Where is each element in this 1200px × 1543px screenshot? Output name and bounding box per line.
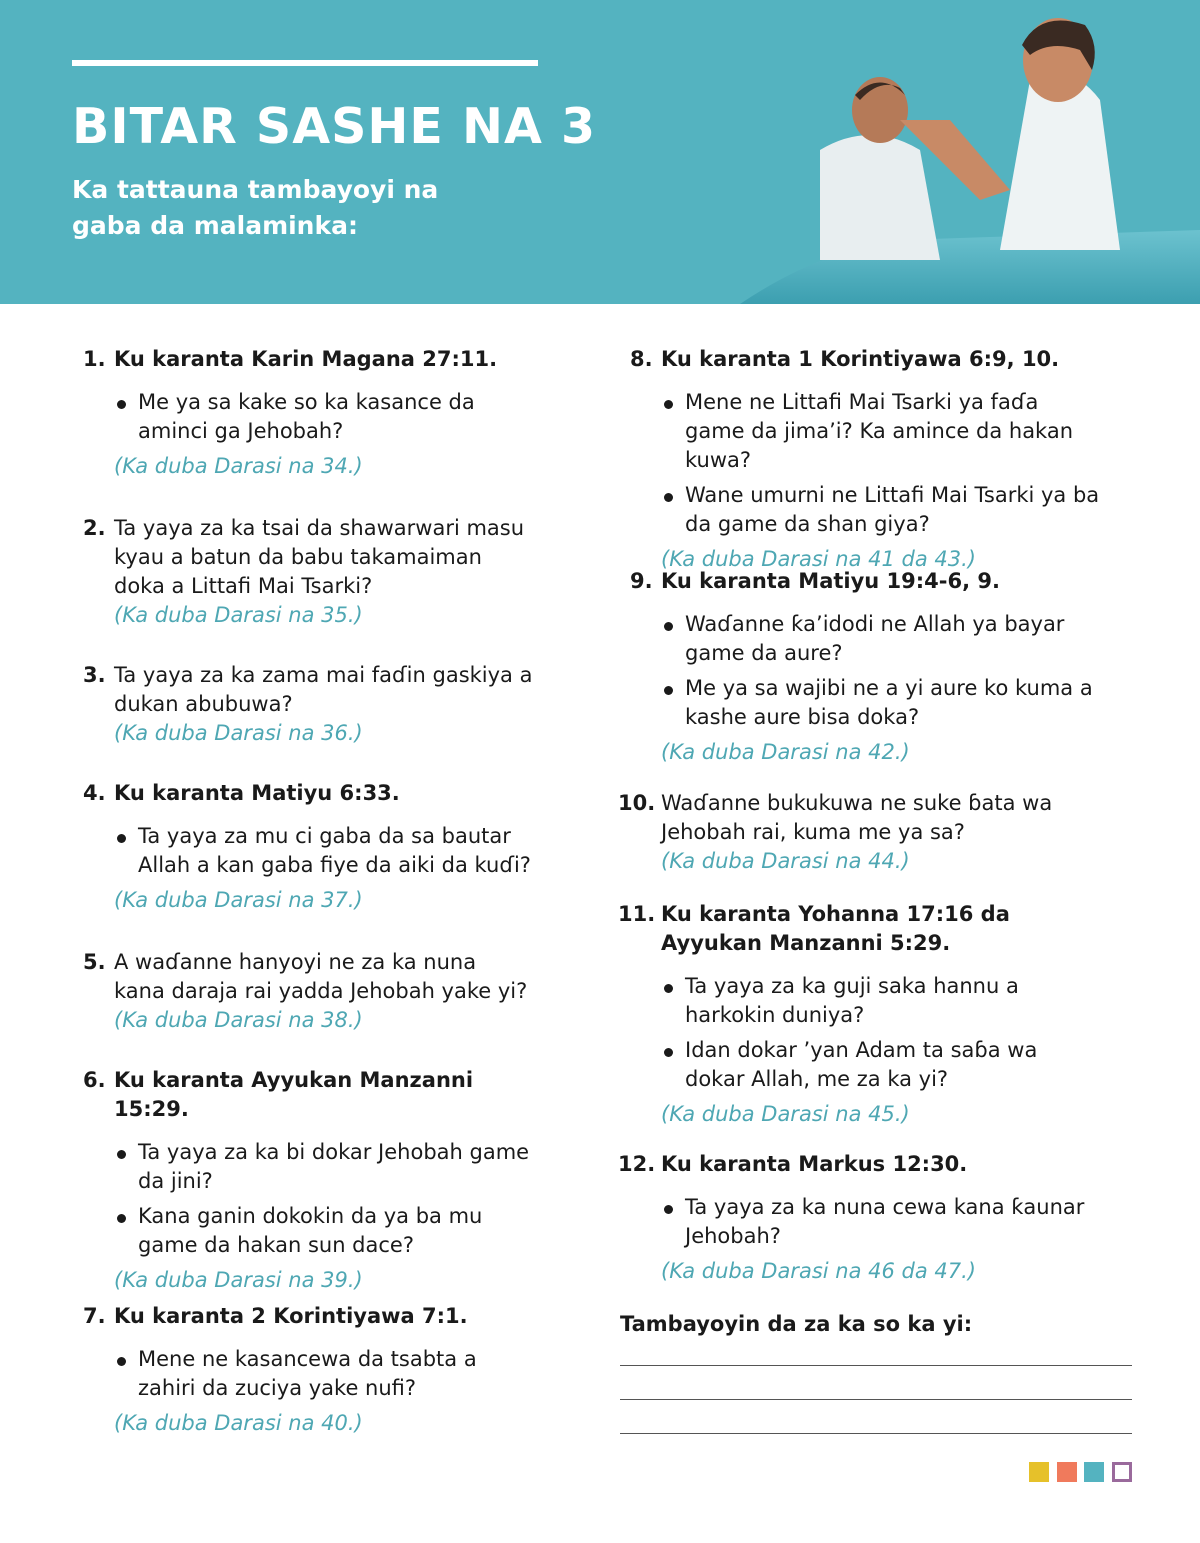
bullet-list <box>83 388 533 446</box>
question-number: 11. <box>618 902 656 926</box>
bullet-item: Mene ne kasancewa da tsabta a zahiri da zuciya yake nufi? <box>138 1345 533 1403</box>
question-number: 6. <box>83 1068 106 1092</box>
question-text: A waɗanne hanyoyi ne za ka nuna kana daraja rai yadda Jehobah yake yi? <box>114 950 528 1003</box>
question-item <box>83 661 533 748</box>
question-item <box>630 567 1100 767</box>
header-banner <box>0 0 1200 304</box>
question-item <box>618 900 1100 1129</box>
lesson-reference: (Ka duba Darasi na 39.) <box>114 1268 363 1292</box>
question-text: Ku karanta 1 Korintiyawa 6:9, 10. <box>661 347 1060 371</box>
question-text: Ta yaya za ka zama mai faɗin gaskiya a dukan abubuwa? <box>114 663 533 716</box>
bullet-item: Wane umurni ne Littafi Mai Tsarki ya ba da game da shan giya? <box>685 481 1100 539</box>
question-number: 10. <box>618 791 656 815</box>
question-text: Ku karanta Matiyu 19:4-6, 9. <box>661 569 1000 593</box>
notes-label: Tambayoyin da za ka so ka yi: <box>620 1312 973 1336</box>
lesson-reference: (Ka duba Darasi na 40.) <box>114 1411 363 1435</box>
bullet-item: Ta yaya za ka bi dokar Jehobah game da jini? <box>138 1138 533 1196</box>
question-item <box>83 345 533 481</box>
question-number: 8. <box>630 347 653 371</box>
page-title: BITAR SASHE NA 3 <box>72 98 597 155</box>
bullet-list <box>618 1193 1100 1251</box>
lesson-reference: (Ka duba Darasi na 45.) <box>661 1102 910 1126</box>
lesson-reference: (Ka duba Darasi na 37.) <box>114 888 363 912</box>
bullet-item: Ta yaya za ka guji saka hannu a harkokin duniya? <box>685 972 1100 1030</box>
question-text: Ku karanta Markus 12:30. <box>661 1152 968 1176</box>
lesson-reference: (Ka duba Darasi na 41 da 43.) <box>661 547 976 571</box>
yellow-square-icon <box>1029 1462 1049 1482</box>
question-number: 7. <box>83 1304 106 1328</box>
bullet-item: Waɗanne ƙa’idodi ne Allah ya bayar game da aure? <box>685 610 1100 668</box>
question-text: Ku karanta Karin Magana 27:11. <box>114 347 498 371</box>
question-text: Ku karanta Yohanna 17:16 da Ayyukan Manzanni 5:29. <box>661 902 1010 955</box>
purple-outline-square-icon <box>1112 1462 1132 1482</box>
bullet-list <box>83 1345 533 1403</box>
question-item <box>618 1150 1100 1286</box>
notes-line[interactable] <box>620 1433 1132 1434</box>
question-item <box>83 779 533 915</box>
question-text: Ta yaya za ka tsai da shawarwari masu kyau a batun da babu takamaiman doka a Littafi Mai Tsarki? <box>114 516 525 598</box>
lesson-reference: (Ka duba Darasi na 46 da 47.) <box>661 1259 976 1283</box>
bullet-item: Ta yaya za ka nuna cewa kana ƙaunar Jehobah? <box>685 1193 1100 1251</box>
bullet-list <box>630 388 1100 539</box>
bullet-list <box>618 972 1100 1094</box>
bullet-item: Mene ne Littafi Mai Tsarki ya faɗa game da jima’i? Ka amince da hakan kuwa? <box>685 388 1100 475</box>
bullet-item: Me ya sa kake so ka kasance da aminci ga Jehobah? <box>138 388 533 446</box>
question-text: Ku karanta Matiyu 6:33. <box>114 781 400 805</box>
question-number: 1. <box>83 347 106 371</box>
bullet-list <box>630 610 1100 732</box>
question-number: 12. <box>618 1152 656 1176</box>
teal-square-icon <box>1084 1462 1104 1482</box>
question-text: Ku karanta 2 Korintiyawa 7:1. <box>114 1304 468 1328</box>
notes-line[interactable] <box>620 1399 1132 1400</box>
question-number: 2. <box>83 516 106 540</box>
question-item <box>618 789 1100 876</box>
question-number: 9. <box>630 569 653 593</box>
question-text: Waɗanne bukukuwa ne suke ɓata wa Jehobah rai, kuma me ya sa? <box>661 791 1053 844</box>
lesson-reference: (Ka duba Darasi na 42.) <box>661 740 910 764</box>
page-subtitle: Ka tattauna tambayoyi na gaba da malaminka: <box>72 175 439 240</box>
question-item <box>83 1066 533 1295</box>
notes-line[interactable] <box>620 1365 1132 1366</box>
question-number: 4. <box>83 781 106 805</box>
bullet-item: Idan dokar ’yan Adam ta saɓa wa dokar Allah, me za ka yi? <box>685 1036 1100 1094</box>
question-text: Ku karanta Ayyukan Manzanni 15:29. <box>114 1068 474 1121</box>
bullet-list <box>83 822 533 880</box>
question-number: 5. <box>83 950 106 974</box>
question-item <box>83 514 533 630</box>
bullet-item: Me ya sa wajibi ne a yi aure ko kuma a kashe aure bisa doka? <box>685 674 1100 732</box>
lesson-reference: (Ka duba Darasi na 35.) <box>114 603 363 627</box>
lesson-reference: (Ka duba Darasi na 36.) <box>114 721 363 745</box>
question-number: 3. <box>83 663 106 687</box>
header-rule <box>72 60 538 66</box>
question-item <box>83 1302 533 1438</box>
bullet-item: Ta yaya za mu ci gaba da sa bautar Allah a kan gaba fiye da aiki da kuɗi? <box>138 822 533 880</box>
bullet-item: Kana ganin dokokin da ya ba mu game da hakan sun dace? <box>138 1202 533 1260</box>
baptism-illustration <box>700 0 1200 304</box>
question-item <box>83 948 533 1035</box>
lesson-reference: (Ka duba Darasi na 44.) <box>661 849 910 873</box>
lesson-reference: (Ka duba Darasi na 38.) <box>114 1008 363 1032</box>
lesson-reference: (Ka duba Darasi na 34.) <box>114 454 363 478</box>
question-item <box>630 345 1100 574</box>
orange-square-icon <box>1057 1462 1077 1482</box>
bullet-list <box>83 1138 533 1260</box>
